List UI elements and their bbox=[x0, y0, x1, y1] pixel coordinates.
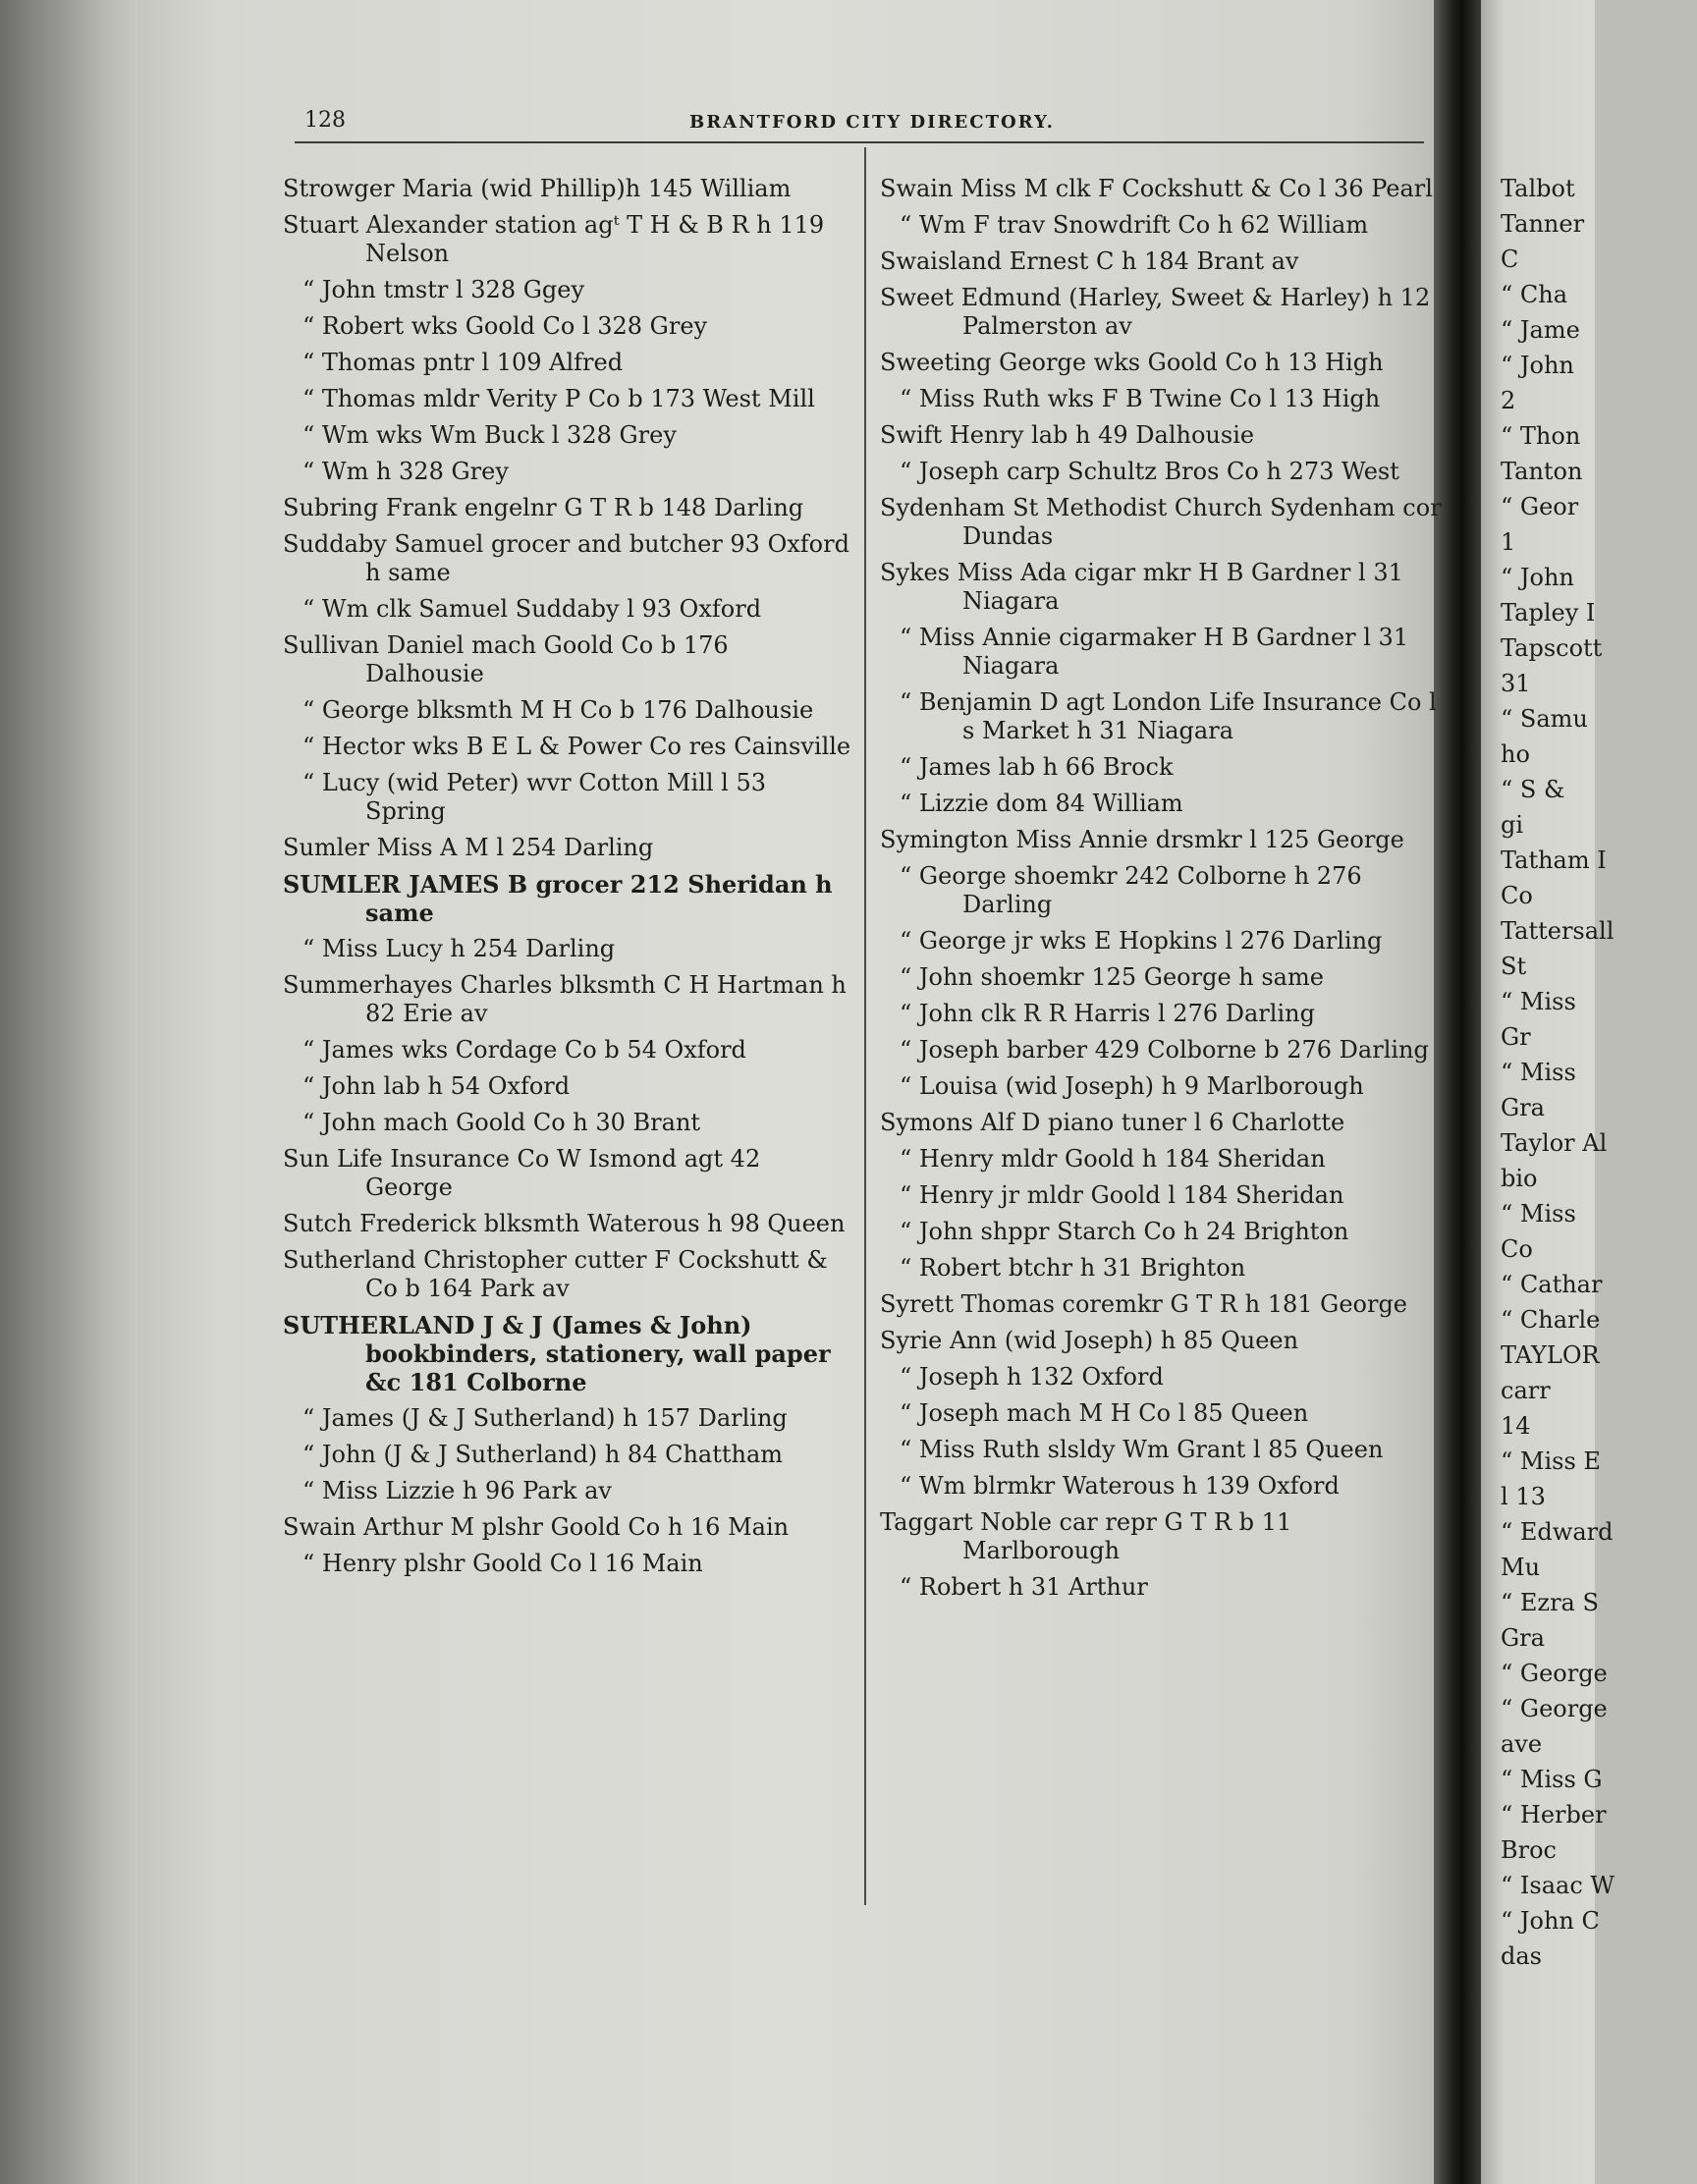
directory-entry: “ Miss Ruth wks F B Twine Co l 13 High bbox=[900, 385, 1381, 412]
facing-page-fragment: “ John C bbox=[1501, 1907, 1600, 1935]
facing-page-fragment: “ Miss E bbox=[1501, 1447, 1601, 1475]
directory-entry: “ Henry mldr Goold h 184 Sheridan bbox=[900, 1145, 1326, 1173]
directory-entry: Sumler Miss A M l 254 Darling bbox=[283, 834, 654, 861]
directory-entry: “ John shppr Starch Co h 24 Brighton bbox=[900, 1218, 1349, 1245]
directory-entry: “ Lucy (wid Peter) wvr Cotton Mill l 53 Spring bbox=[302, 769, 766, 825]
facing-page-fragment: “ Miss bbox=[1501, 988, 1576, 1015]
directory-entry: “ Miss Annie cigarmaker H B Gardner l 31 Niagara bbox=[900, 624, 1409, 680]
directory-entry: “ Thomas mldr Verity P Co b 173 West Mill bbox=[302, 385, 815, 412]
directory-entry: Strowger Maria (wid Phillip)h 145 William bbox=[283, 175, 792, 202]
directory-entry: “ Wm blrmkr Waterous h 139 Oxford bbox=[900, 1472, 1340, 1500]
directory-entry: “ James (J & J Sutherland) h 157 Darling bbox=[302, 1404, 788, 1432]
directory-entry: Sun Life Insurance Co W Ismond agt 42 George bbox=[283, 1145, 761, 1201]
directory-entry: “ George shoemkr 242 Colborne h 276 Darling bbox=[900, 862, 1362, 918]
directory-entry: Sutch Frederick blksmth Waterous h 98 Queen bbox=[283, 1210, 846, 1237]
book-gutter-left bbox=[0, 0, 137, 2184]
directory-entry: “ John lab h 54 Oxford bbox=[302, 1072, 571, 1100]
facing-page-fragment: “ Miss bbox=[1501, 1200, 1576, 1228]
directory-entry: “ Robert btchr h 31 Brighton bbox=[900, 1254, 1246, 1282]
directory-entry: Suddaby Samuel grocer and butcher 93 Oxford h same bbox=[283, 530, 849, 586]
directory-entry: “ John (J & J Sutherland) h 84 Chattham bbox=[302, 1441, 784, 1468]
directory-entry: “ James lab h 66 Brock bbox=[900, 753, 1174, 781]
facing-page-fragment: “ Charle bbox=[1501, 1306, 1601, 1334]
directory-entry: Swaisland Ernest C h 184 Brant av bbox=[880, 247, 1299, 275]
facing-page-fragment: l 13 bbox=[1501, 1483, 1546, 1510]
directory-entry: “ Robert wks Goold Co l 328 Grey bbox=[302, 312, 708, 340]
facing-page-fragment: 14 bbox=[1501, 1412, 1531, 1440]
facing-page-fragment: “ John bbox=[1501, 352, 1574, 379]
facing-page-fragment: “ John bbox=[1501, 564, 1574, 591]
facing-page-fragment: “ Miss G bbox=[1501, 1766, 1603, 1793]
directory-entry: Sykes Miss Ada cigar mkr H B Gardner l 31 Niagara bbox=[880, 559, 1403, 615]
directory-entry: Symington Miss Annie drsmkr l 125 George bbox=[880, 826, 1404, 853]
directory-entry: “ Joseph h 132 Oxford bbox=[900, 1363, 1164, 1391]
facing-page-fragment: “ Cha bbox=[1501, 281, 1568, 308]
directory-entry: Summerhayes Charles blksmth C H Hartman h 82 Erie av bbox=[283, 971, 847, 1027]
facing-page-fragment: gi bbox=[1501, 811, 1524, 839]
facing-page-fragment: Co bbox=[1501, 1235, 1533, 1263]
directory-entry: “ Joseph carp Schultz Bros Co h 273 West bbox=[900, 458, 1399, 485]
facing-page-fragment: “ Ezra S bbox=[1501, 1589, 1599, 1616]
facing-page-fragment: Talbot bbox=[1501, 175, 1575, 202]
left-column bbox=[283, 175, 852, 1586]
facing-page-fragment: “ Samu bbox=[1501, 705, 1588, 733]
facing-page-fragment: Tapley I bbox=[1501, 599, 1596, 627]
facing-page-fragment: ave bbox=[1501, 1730, 1543, 1758]
facing-page-fragment: bio bbox=[1501, 1165, 1538, 1192]
directory-entry: Sullivan Daniel mach Goold Co b 176 Dalhousie bbox=[283, 631, 729, 687]
directory-entry: “ John tmstr l 328 Ggey bbox=[302, 276, 585, 303]
running-title: BRANTFORD CITY DIRECTORY. bbox=[689, 112, 1055, 133]
facing-page-fragment: Gra bbox=[1501, 1624, 1545, 1652]
facing-page-fragment: “ Cathar bbox=[1501, 1271, 1603, 1298]
directory-entry: “ Joseph barber 429 Colborne b 276 Darling bbox=[900, 1036, 1429, 1064]
directory-entry: “ John shoemkr 125 George h same bbox=[900, 963, 1324, 991]
directory-entry: Syrett Thomas coremkr G T R h 181 George bbox=[880, 1290, 1408, 1318]
directory-entry: “ Benjamin D agt London Life Insurance Co l s Market h 31 Niagara bbox=[900, 688, 1437, 744]
facing-page-fragment: Tanton bbox=[1501, 458, 1583, 485]
directory-entry: “ John mach Goold Co h 30 Brant bbox=[302, 1109, 701, 1136]
page-header bbox=[295, 102, 1424, 145]
facing-page-fragment: St bbox=[1501, 953, 1527, 980]
header-rule bbox=[295, 141, 1424, 143]
directory-entry: SUTHERLAND J & J (James & John) bookbinders, stationery, wall paper &c 181 Colborne bbox=[283, 1311, 831, 1396]
directory-entry: SUMLER JAMES B grocer 212 Sheridan h same bbox=[283, 870, 833, 927]
facing-page-fragment: “ Herber bbox=[1501, 1801, 1607, 1829]
directory-entry: Swift Henry lab h 49 Dalhousie bbox=[880, 421, 1255, 449]
directory-entry: Sydenham St Methodist Church Sydenham cor Dundas bbox=[880, 494, 1442, 550]
directory-entry: “ James wks Cordage Co b 54 Oxford bbox=[302, 1036, 746, 1064]
right-column bbox=[880, 175, 1450, 1610]
directory-entry: “ George jr wks E Hopkins l 276 Darling bbox=[900, 927, 1383, 955]
facing-page-fragment: “ Miss bbox=[1501, 1059, 1576, 1086]
directory-entry: Sweeting George wks Goold Co h 13 High bbox=[880, 349, 1384, 376]
facing-page-fragment: Tanner bbox=[1501, 210, 1585, 238]
directory-entry: “ Miss Ruth slsldy Wm Grant l 85 Queen bbox=[900, 1436, 1384, 1463]
facing-page-fragment: C bbox=[1501, 246, 1519, 273]
directory-entry: Taggart Noble car repr G T R b 11 Marlborough bbox=[880, 1508, 1292, 1564]
facing-page-fragment: 1 bbox=[1501, 528, 1516, 556]
facing-page-fragment: Tatham I bbox=[1501, 846, 1607, 874]
directory-entry: Swain Miss M clk F Cockshutt & Co l 36 Pearl bbox=[880, 175, 1433, 202]
directory-entry: Sweet Edmund (Harley, Sweet & Harley) h 12 Palmerston av bbox=[880, 284, 1431, 340]
facing-page-fragment: Tattersall bbox=[1501, 917, 1615, 945]
facing-page-fragment: 31 bbox=[1501, 670, 1531, 697]
directory-entry: “ Henry plshr Goold Co l 16 Main bbox=[302, 1550, 703, 1577]
directory-entry: Symons Alf D piano tuner l 6 Charlotte bbox=[880, 1109, 1345, 1136]
facing-page-fragment: Mu bbox=[1501, 1554, 1541, 1581]
directory-entry: Swain Arthur M plshr Goold Co h 16 Main bbox=[283, 1513, 790, 1541]
facing-page-fragment: “ Jame bbox=[1501, 316, 1580, 344]
facing-page-fragment: “ Isaac W bbox=[1501, 1872, 1615, 1899]
directory-entry: Stuart Alexander station agᵗ T H & B R h 119 Nelson bbox=[283, 211, 825, 267]
page-number: 128 bbox=[304, 108, 346, 133]
facing-page-text bbox=[1501, 175, 1697, 1978]
directory-entry: “ Thomas pntr l 109 Alfred bbox=[302, 349, 624, 376]
directory-entry: “ Louisa (wid Joseph) h 9 Marlborough bbox=[900, 1072, 1364, 1100]
directory-entry: “ Wm F trav Snowdrift Co h 62 William bbox=[900, 211, 1369, 239]
facing-page-fragment: “ S & bbox=[1501, 776, 1565, 803]
facing-page-fragment: TAYLOR bbox=[1501, 1341, 1600, 1369]
facing-page-fragment: Tapscott bbox=[1501, 634, 1603, 662]
directory-entry: “ Wm h 328 Grey bbox=[302, 458, 509, 485]
facing-page-fragment: “ Geor bbox=[1501, 493, 1579, 520]
directory-entry: “ Wm clk Samuel Suddaby l 93 Oxford bbox=[302, 595, 762, 623]
directory-entry: “ Miss Lizzie h 96 Park av bbox=[302, 1477, 612, 1504]
facing-page-fragment: “ George bbox=[1501, 1660, 1608, 1687]
directory-entry: “ Henry jr mldr Goold l 184 Sheridan bbox=[900, 1181, 1344, 1209]
directory-entry: “ Hector wks B E L & Power Co res Cainsville bbox=[302, 733, 851, 760]
directory-entry: “ Miss Lucy h 254 Darling bbox=[302, 935, 616, 962]
directory-entry: “ Wm wks Wm Buck l 328 Grey bbox=[302, 421, 677, 449]
directory-entry: “ George blksmth M H Co b 176 Dalhousie bbox=[302, 696, 814, 724]
facing-page-fragment: ho bbox=[1501, 740, 1530, 768]
directory-entry: Sutherland Christopher cutter F Cockshutt & Co b 164 Park av bbox=[283, 1246, 828, 1302]
directory-entry: Syrie Ann (wid Joseph) h 85 Queen bbox=[880, 1327, 1299, 1354]
facing-page-fragment: Gra bbox=[1501, 1094, 1545, 1121]
directory-entry: “ Lizzie dom 84 William bbox=[900, 790, 1183, 817]
facing-page bbox=[1481, 0, 1615, 2184]
directory-entry: Subring Frank engelnr G T R b 148 Darling bbox=[283, 494, 804, 521]
facing-page-fragment: carr bbox=[1501, 1377, 1551, 1404]
column-divider bbox=[864, 147, 866, 1905]
facing-page-fragment: “ Edward bbox=[1501, 1518, 1614, 1546]
facing-page-fragment: Taylor Al bbox=[1501, 1129, 1608, 1157]
facing-page-fragment: Gr bbox=[1501, 1023, 1531, 1051]
directory-entry: “ John clk R R Harris l 276 Darling bbox=[900, 1000, 1315, 1027]
facing-page-fragment: 2 bbox=[1501, 387, 1516, 414]
directory-entry: “ Robert h 31 Arthur bbox=[900, 1573, 1148, 1601]
facing-page-fragment: das bbox=[1501, 1942, 1542, 1970]
facing-page-fragment: “ George bbox=[1501, 1695, 1608, 1722]
facing-page-fragment: Co bbox=[1501, 882, 1533, 909]
facing-page-fragment: Broc bbox=[1501, 1836, 1557, 1864]
facing-page-fragment: “ Thon bbox=[1501, 422, 1581, 450]
directory-entry: “ Joseph mach M H Co l 85 Queen bbox=[900, 1399, 1309, 1427]
